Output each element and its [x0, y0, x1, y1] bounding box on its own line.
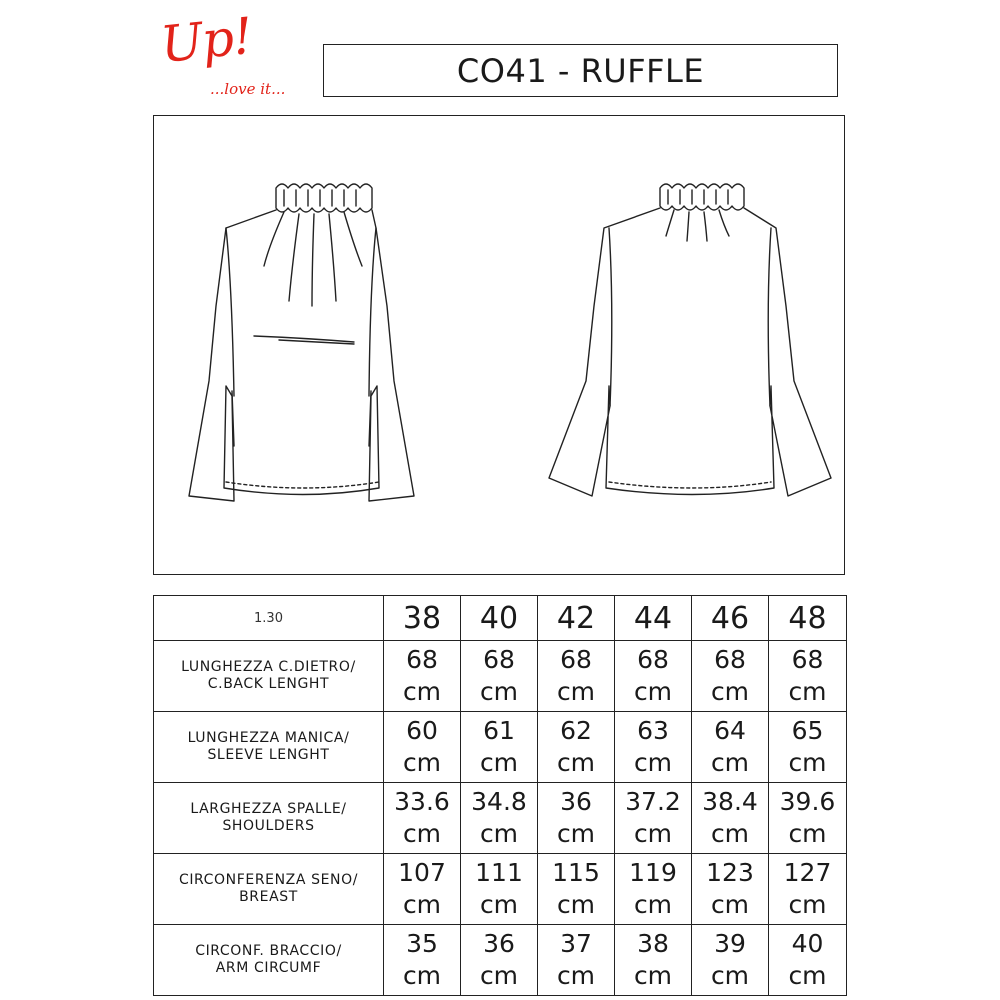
measure-value: 68 cm — [615, 641, 692, 712]
measure-value: 35 cm — [384, 925, 461, 996]
size-header: 48 — [769, 596, 847, 641]
measure-value: 60 cm — [384, 712, 461, 783]
measure-value: 38.4 cm — [692, 783, 769, 854]
measure-label: LARGHEZZA SPALLE/ SHOULDERS — [154, 783, 384, 854]
measure-value: 107 cm — [384, 854, 461, 925]
measure-value: 61 cm — [461, 712, 538, 783]
brand-logo-tagline: ...love it... — [210, 80, 286, 98]
measure-value: 68 cm — [538, 641, 615, 712]
measure-value: 123 cm — [692, 854, 769, 925]
measure-row-arm-circumference — [154, 925, 847, 996]
model-title: CO41 - RUFFLE — [323, 44, 838, 97]
garment-sketch — [154, 116, 846, 576]
back-view-sketch — [549, 184, 831, 496]
measure-label: LUNGHEZZA C.DIETRO/ C.BACK LENGHT — [154, 641, 384, 712]
brand-logo-main: Up! — [157, 6, 255, 74]
brand-logo — [157, 6, 310, 106]
measure-value: 33.6 cm — [384, 783, 461, 854]
measure-value: 62 cm — [538, 712, 615, 783]
measure-value: 39 cm — [692, 925, 769, 996]
measure-value: 68 cm — [692, 641, 769, 712]
measure-value: 37 cm — [538, 925, 615, 996]
measure-label: LUNGHEZZA MANICA/ SLEEVE LENGHT — [154, 712, 384, 783]
size-header-row — [154, 596, 847, 641]
table-code: 1.30 — [154, 596, 384, 641]
measure-value: 36 cm — [461, 925, 538, 996]
measure-value: 64 cm — [692, 712, 769, 783]
measure-label: CIRCONFERENZA SENO/ BREAST — [154, 854, 384, 925]
measure-value: 34.8 cm — [461, 783, 538, 854]
measure-row-breast — [154, 854, 847, 925]
measure-row-sleeve-length — [154, 712, 847, 783]
measure-value: 39.6 cm — [769, 783, 847, 854]
measure-label: CIRCONF. BRACCIO/ ARM CIRCUMF — [154, 925, 384, 996]
measure-value: 68 cm — [769, 641, 847, 712]
measure-row-back-length — [154, 641, 847, 712]
measure-value: 68 cm — [461, 641, 538, 712]
size-header: 40 — [461, 596, 538, 641]
size-header: 44 — [615, 596, 692, 641]
measure-value: 119 cm — [615, 854, 692, 925]
measure-value: 40 cm — [769, 925, 847, 996]
size-header: 42 — [538, 596, 615, 641]
measure-value: 65 cm — [769, 712, 847, 783]
measure-value: 63 cm — [615, 712, 692, 783]
size-header: 38 — [384, 596, 461, 641]
measure-value: 111 cm — [461, 854, 538, 925]
measure-value: 37.2 cm — [615, 783, 692, 854]
front-view-sketch — [189, 184, 414, 501]
size-chart-table — [153, 595, 847, 996]
measure-value: 115 cm — [538, 854, 615, 925]
measure-value: 127 cm — [769, 854, 847, 925]
measure-value: 38 cm — [615, 925, 692, 996]
garment-drawing-panel — [153, 115, 845, 575]
measure-row-shoulders — [154, 783, 847, 854]
measure-value: 68 cm — [384, 641, 461, 712]
measure-value: 36 cm — [538, 783, 615, 854]
size-header: 46 — [692, 596, 769, 641]
